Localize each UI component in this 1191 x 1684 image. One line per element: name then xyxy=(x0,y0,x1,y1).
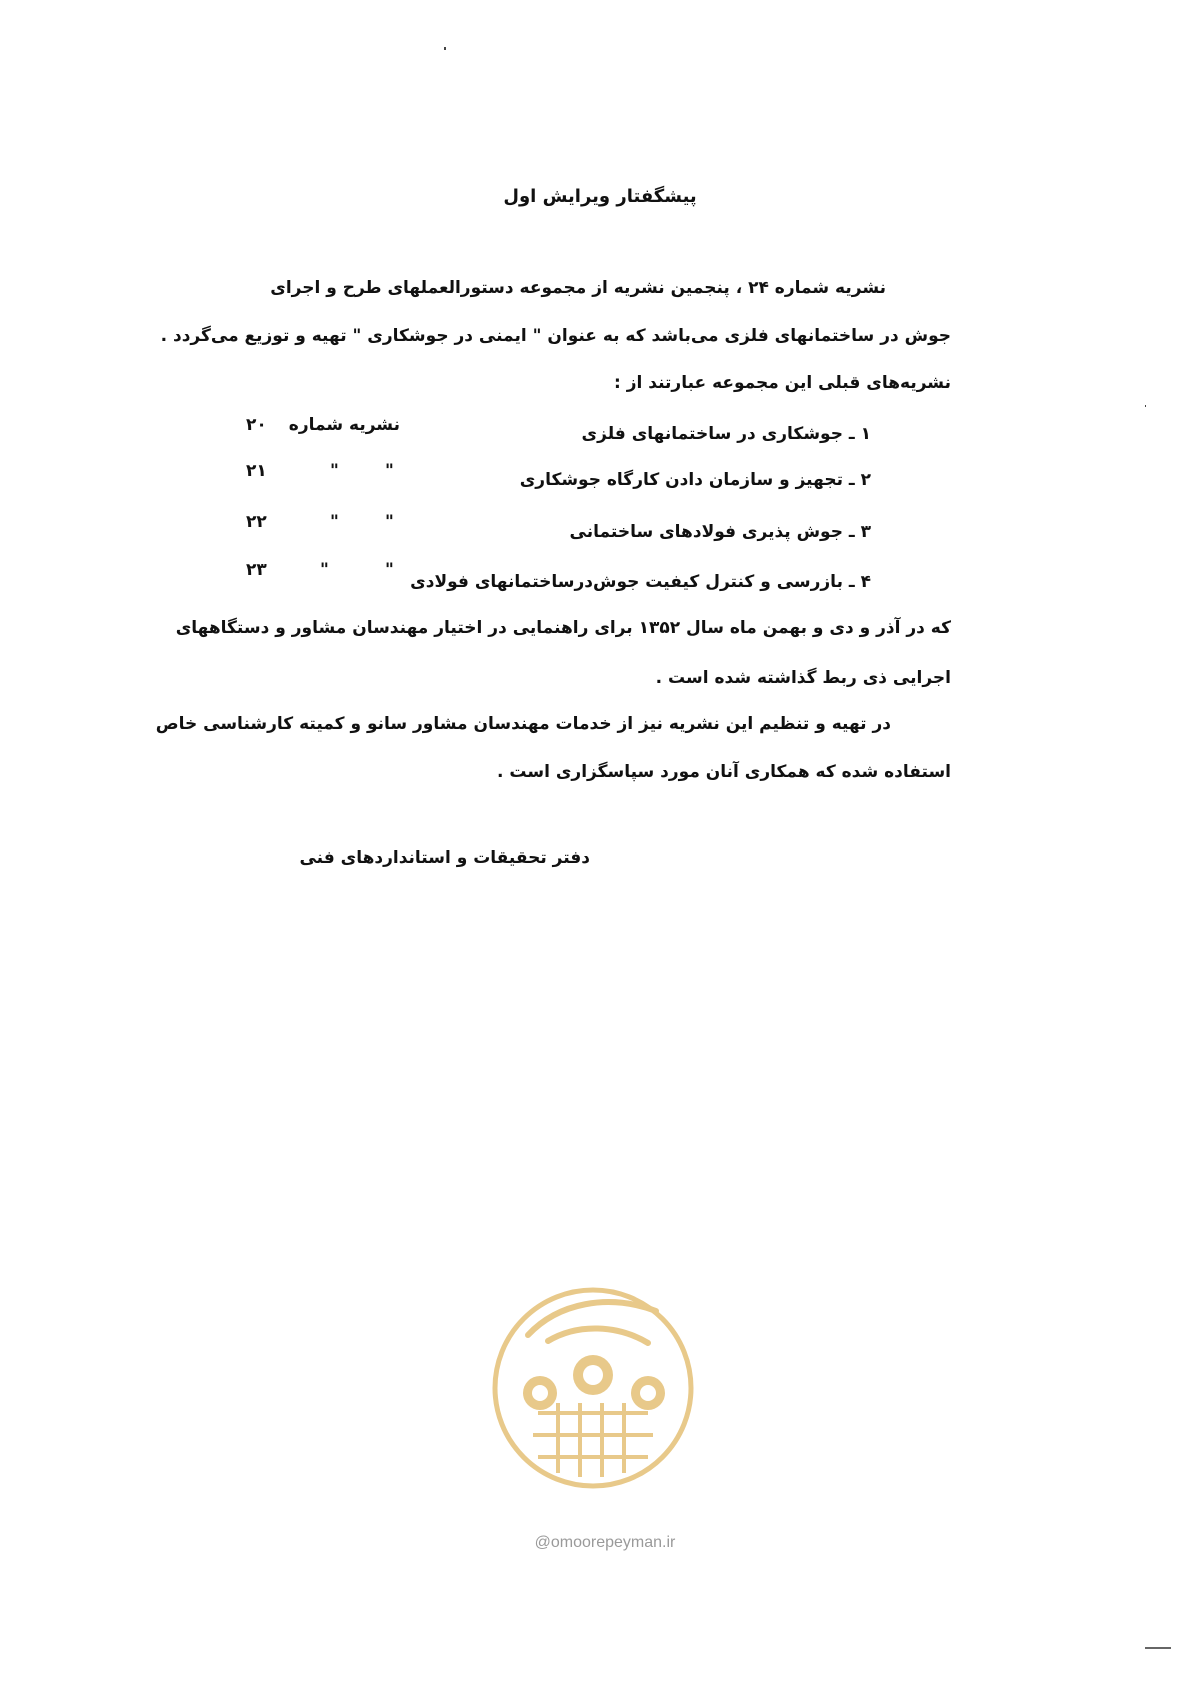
intro-line-2: جوش در ساختمانهای فلزی می‌باشد که به عنوان " ایمنی در جوشکاری " تهیه و توزیع می‌گردد . xyxy=(160,326,951,346)
publication-number: ۲۱ xyxy=(246,461,267,481)
ditto-mark: " xyxy=(385,461,394,481)
signature: دفتر تحقیقات و استانداردهای فنی xyxy=(299,848,590,868)
body-line-4: استفاده شده که همکاری آنان مورد سپاسگزاری است . xyxy=(496,762,951,782)
watermark-site-text: @omoorepeyman.ir xyxy=(534,1534,676,1551)
publication-title: ۲ ـ تجهیز و سازمان دادن کارگاه جوشکاری xyxy=(519,470,871,490)
watermark-stamp xyxy=(488,1263,698,1515)
publication-title: ۳ ـ جوش پذیری فولادهای ساختمانی xyxy=(569,522,871,542)
intro-line-1: نشریه شماره ۲۴ ، پنجمین نشریه از مجموعه دستورالعملهای طرح و اجرای xyxy=(270,278,886,298)
scan-edge-mark xyxy=(1145,1647,1171,1649)
scan-speck xyxy=(1145,405,1146,407)
publication-title: ۱ ـ جوشکاری در ساختمانهای فلزی xyxy=(581,424,871,444)
scan-speck xyxy=(444,47,446,50)
body-line-2: اجرایی ذی ربط گذاشته شده است . xyxy=(655,668,951,688)
ditto-mark: " xyxy=(385,560,394,580)
publication-number: ۲۳ xyxy=(246,560,267,580)
publication-number: ۲۲ xyxy=(246,512,267,532)
body-line-3: در تهیه و تنظیم این نشریه نیز از خدمات مهندسان مشاور سانو و کمیته کارشناسی خاص xyxy=(155,714,891,734)
body-line-1: که در آذر و دی و بهمن ماه سال ۱۳۵۲ برای راهنمایی در اختیار مهندسان مشاور و دستگاههای xyxy=(175,618,951,638)
publication-title: ۴ ـ بازرسی و کنترل کیفیت جوش‌درساختمانهای فولادی xyxy=(410,572,871,592)
publication-number: ۲۰ xyxy=(246,415,267,435)
ditto-mark: " xyxy=(320,560,329,580)
publication-label: نشریه شماره xyxy=(288,415,400,435)
intro-line-3: نشریه‌های قبلی این مجموعه عبارتند از : xyxy=(614,373,951,393)
ditto-mark: " xyxy=(330,461,339,481)
page-title: پیشگفتار ویرایش اول xyxy=(503,186,697,207)
ditto-mark: " xyxy=(330,512,339,532)
ditto-mark: " xyxy=(385,512,394,532)
